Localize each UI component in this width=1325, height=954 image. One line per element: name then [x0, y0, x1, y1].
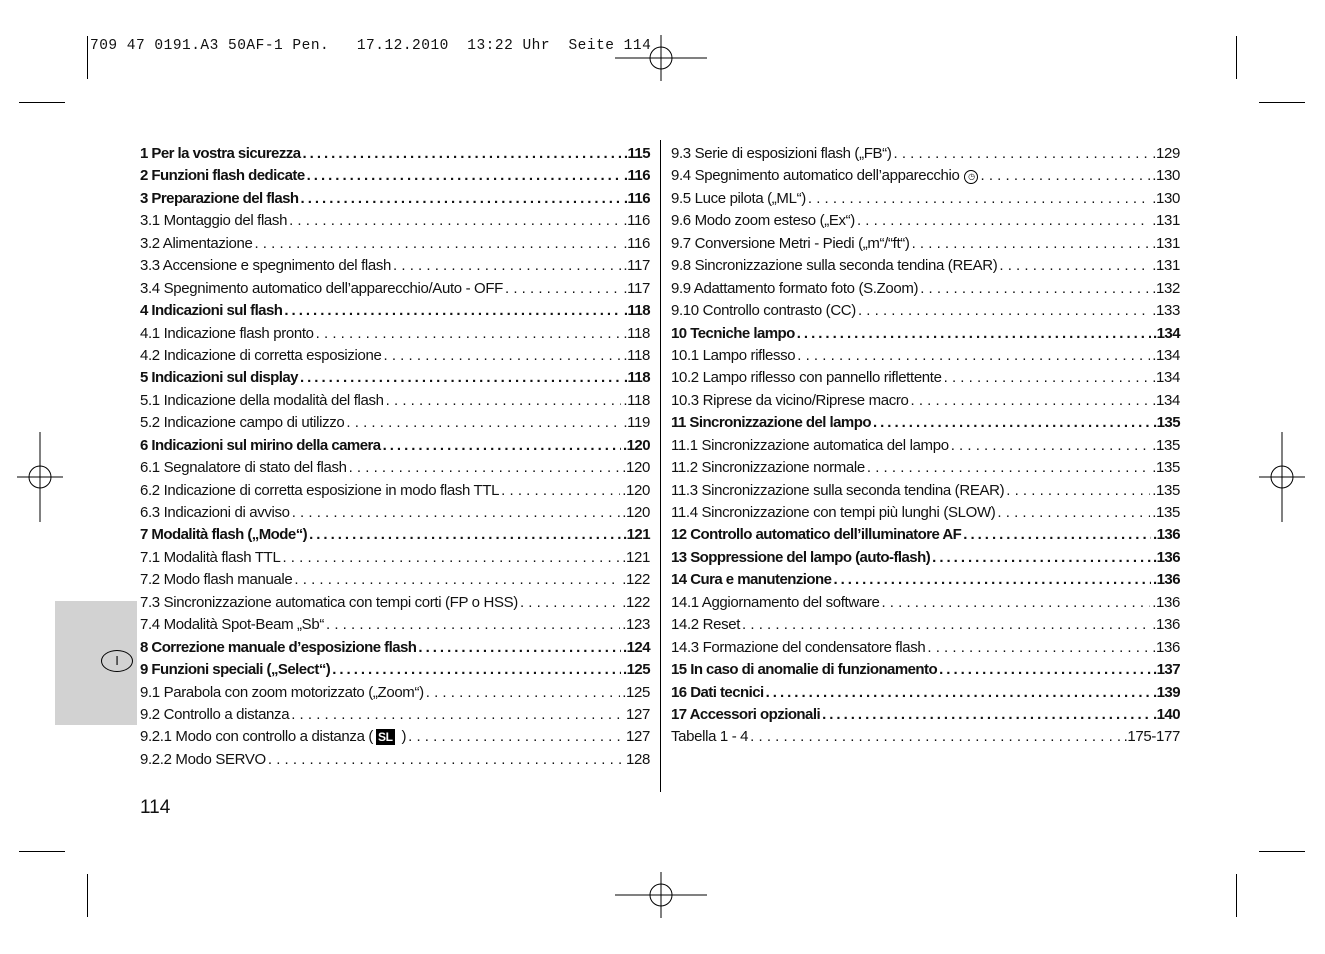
- toc-entry-page: .123: [622, 616, 650, 634]
- dot-leader: [750, 726, 1121, 748]
- dot-leader: [999, 255, 1150, 277]
- toc-entry-title-text: 9.2 Controllo a distanza: [140, 705, 290, 723]
- toc-entry-title: [140, 502, 290, 524]
- dot-leader: [944, 367, 1151, 389]
- toc-entry-page: .136: [1153, 526, 1180, 544]
- toc-entry-page: 127: [626, 728, 650, 746]
- toc-entry: [140, 547, 650, 569]
- toc-entry-title: [140, 188, 299, 210]
- crop-mark: [19, 102, 65, 103]
- toc-entry-page: .118: [623, 391, 650, 409]
- dot-leader: [881, 592, 1150, 614]
- crop-mark: [87, 36, 88, 79]
- dot-leader: [912, 233, 1151, 255]
- toc-entry-page: .135: [1152, 504, 1180, 521]
- toc-entry-title-text: 10.2 Lampo riflesso con pannello riflettente: [671, 369, 942, 387]
- toc-entry-title-text: 9.8 Sincronizzazione sulla seconda tendina (REAR): [671, 257, 998, 275]
- dot-leader: [927, 637, 1150, 659]
- toc-entry: [671, 165, 1180, 187]
- dot-leader: [289, 210, 621, 232]
- toc-entry-title: [671, 143, 891, 165]
- toc-entry: [140, 659, 650, 681]
- dot-leader: [833, 569, 1151, 591]
- toc-entry: [671, 569, 1180, 591]
- toc-entry: [140, 165, 650, 187]
- toc-entry-page: .137: [1153, 661, 1180, 679]
- toc-entry: [140, 637, 650, 659]
- toc-entry: [671, 614, 1180, 636]
- toc-entry-title: [671, 592, 879, 614]
- toc-entry: [671, 278, 1180, 300]
- toc-entry-title-text: 3.2 Alimentazione: [140, 234, 253, 252]
- toc-entry-title-text: Tabella 1 - 4: [671, 728, 749, 746]
- toc-entry: [140, 188, 650, 210]
- crop-mark: [87, 874, 88, 917]
- toc-entry-title-text: 3.1 Montaggio del flash: [140, 212, 288, 230]
- toc-entry-page: .120: [623, 436, 650, 454]
- dot-leader: [797, 345, 1150, 367]
- dot-leader: [808, 188, 1150, 210]
- dot-leader: [980, 165, 1150, 187]
- dot-leader: [1006, 480, 1150, 502]
- toc-entry-page: .120: [622, 504, 650, 521]
- toc-entry-title-text: 7.4 Modalità Spot-Beam „Sb“: [140, 616, 324, 634]
- dot-leader: [254, 233, 621, 255]
- toc-entry-title-text: 3.3 Accensione e spegnimento del flash: [140, 257, 392, 275]
- toc-entry-title: [140, 637, 416, 659]
- toc-entry-title: [671, 323, 795, 345]
- toc-entry-title: [671, 457, 865, 479]
- toc-entry: [671, 524, 1180, 546]
- toc-entry: [671, 210, 1180, 232]
- toc-entry-title: [140, 367, 298, 389]
- toc-entry-title: [140, 323, 314, 345]
- toc-entry-title-text: 9 Funzioni speciali („Select“): [140, 661, 331, 679]
- toc-entry-page: .118: [623, 369, 650, 387]
- toc-entry-title-text: 5.2 Indicazione campo di utilizzo: [140, 414, 345, 432]
- toc-entry: [140, 255, 650, 277]
- toc-entry: [671, 457, 1180, 479]
- toc-entry-title: [671, 435, 949, 457]
- toc-entry-title-text: 15 In caso di anomalie di funzionamento: [671, 661, 938, 679]
- toc-entry-title: [671, 165, 978, 187]
- toc-entry-page: .122: [622, 593, 650, 611]
- toc-entry-title-text: 16 Dati tecnici: [671, 683, 764, 701]
- dot-leader: [332, 659, 621, 681]
- auto-off-clock-icon: ◷: [964, 170, 978, 184]
- toc-entry-title-text: 14.2 Reset: [671, 616, 741, 634]
- toc-entry-title: [671, 390, 909, 412]
- toc-entry-title: [140, 547, 280, 569]
- toc-entry: [671, 480, 1180, 502]
- toc-entry: [671, 233, 1180, 255]
- toc-entry-title-text: 11 Sincronizzazione del lampo: [671, 414, 871, 432]
- dot-leader: [294, 569, 620, 591]
- toc-entry: [671, 659, 1180, 681]
- toc-entry-page: .119: [623, 414, 650, 432]
- toc-entry: [140, 300, 650, 322]
- toc-entry-title: [671, 255, 997, 277]
- dot-leader: [418, 637, 621, 659]
- toc-entry: [671, 502, 1180, 524]
- dot-leader: [384, 345, 622, 367]
- toc-entry: [671, 637, 1180, 659]
- toc-entry-title: [671, 188, 806, 210]
- toc-entry: [671, 300, 1180, 322]
- toc-entry-title-text: 7.3 Sincronizzazione automatica con tempi corti (FP o HSS): [140, 593, 518, 611]
- toc-entry-title-text: 14.1 Aggiornamento del software: [671, 593, 880, 611]
- toc-entry-page: .134: [1152, 369, 1180, 387]
- toc-entry-title-text: 1 Per la vostra sicurezza: [140, 145, 301, 162]
- toc-entry-page: .115: [623, 145, 650, 162]
- toc-entry-title: [140, 300, 282, 322]
- toc-entry-title-text: 9.2.2 Modo SERVO: [140, 750, 266, 768]
- toc-entry-title-text: 9.9 Adattamento formato foto (S.Zoom): [671, 279, 919, 297]
- toc-entry-title-text: 10.3 Riprese da vicino/Riprese macro: [671, 391, 909, 409]
- toc-entry-page: .135: [1152, 459, 1180, 477]
- toc-entry-title: [140, 345, 382, 367]
- toc-entry-page: .135: [1153, 414, 1180, 432]
- toc-entry-page: .131: [1152, 257, 1180, 275]
- toc-entry-title-text: 11.1 Sincronizzazione automatica del lampo: [671, 436, 949, 454]
- toc-entry-title: [140, 412, 344, 434]
- toc-entry-page: .120: [622, 481, 650, 499]
- toc-entry-page: .129: [1152, 145, 1180, 162]
- toc-entry-page: .130: [1152, 167, 1180, 185]
- toc-entry-title-text: 7 Modalità flash („Mode“): [140, 526, 308, 544]
- crop-mark: [19, 851, 65, 852]
- toc-entry-page: .136: [1152, 638, 1180, 656]
- toc-entry-title-text: 9.10 Controllo contrasto (CC): [671, 302, 856, 320]
- toc-entry-page: .117: [623, 257, 650, 275]
- language-tab-label: I: [101, 650, 133, 672]
- toc-entry-title-text: 17 Accessori opzionali: [671, 705, 821, 723]
- toc-entry-page: .132: [1152, 279, 1180, 297]
- toc-right-column: [671, 143, 1180, 749]
- crop-mark: [1236, 874, 1237, 917]
- dot-leader: [408, 726, 624, 748]
- dot-leader: [393, 255, 621, 277]
- dot-leader: [867, 457, 1150, 479]
- toc-entry: [140, 682, 650, 704]
- toc-entry: [671, 412, 1180, 434]
- dot-leader: [501, 480, 620, 502]
- toc-entry-title: [671, 524, 961, 546]
- registration-mark-icon: [615, 35, 707, 81]
- toc-entry: [140, 345, 650, 367]
- dot-leader: [857, 210, 1150, 232]
- registration-mark-icon: [1259, 432, 1305, 522]
- dot-leader: [346, 412, 621, 434]
- dot-leader: [939, 659, 1151, 681]
- dot-leader: [426, 682, 620, 704]
- dot-leader: [284, 300, 621, 322]
- toc-entry: [671, 704, 1180, 726]
- toc-entry-page: .134: [1152, 346, 1180, 364]
- toc-entry-title-text: 9.1 Parabola con zoom motorizzato („Zoom“): [140, 683, 424, 701]
- dot-leader: [349, 457, 621, 479]
- toc-entry-page: .140: [1153, 705, 1180, 723]
- toc-entry-title-text: 8 Correzione manuale d’esposizione flash: [140, 638, 417, 656]
- dot-leader: [797, 323, 1151, 345]
- toc-entry: [140, 524, 650, 546]
- toc-entry-page: .125: [622, 683, 650, 701]
- toc-entry-page: .116: [623, 189, 650, 207]
- toc-entry-title-text: 10.1 Lampo riflesso: [671, 346, 796, 364]
- toc-entry-title-text: 7.2 Modo flash manuale: [140, 571, 293, 589]
- toc-entry: [671, 323, 1180, 345]
- toc-entry-title-suffix: ): [397, 728, 407, 746]
- toc-entry-title-text: 5.1 Indicazione della modalità del flash: [140, 391, 384, 409]
- toc-entry-title: [671, 502, 995, 524]
- toc-entry-title: [140, 480, 499, 502]
- dot-leader: [951, 435, 1151, 457]
- toc-entry-page: 128: [626, 750, 650, 768]
- dot-leader: [326, 614, 620, 636]
- toc-entry-title: [140, 457, 347, 479]
- toc-entry: [140, 704, 650, 726]
- toc-entry-page: .131: [1152, 234, 1180, 252]
- toc-entry-title: [140, 614, 324, 636]
- toc-entry-title: [140, 726, 406, 748]
- toc-entry-page: .116: [623, 212, 650, 230]
- toc-entry-title-text: 9.5 Luce pilota („ML“): [671, 189, 806, 207]
- crop-mark: [1259, 102, 1305, 103]
- toc-entry-title: [140, 749, 266, 771]
- toc-entry-title: [671, 637, 925, 659]
- column-divider: [660, 140, 661, 792]
- dot-leader: [282, 547, 620, 569]
- dot-leader: [893, 143, 1150, 165]
- toc-entry-title-text: 14.3 Formazione del condensatore flash: [671, 638, 926, 656]
- toc-entry-title-text: 11.4 Sincronizzazione con tempi più lunghi (SLOW): [671, 504, 996, 521]
- toc-entry-page: .135: [1152, 481, 1180, 499]
- toc-entry-title: [671, 682, 764, 704]
- toc-entry-page: .116: [623, 167, 650, 185]
- toc-entry-title: [140, 592, 518, 614]
- toc-entry-title-text: 11.2 Sincronizzazione normale: [671, 459, 865, 477]
- toc-entry: [140, 210, 650, 232]
- toc-entry-page: .131: [1152, 212, 1180, 230]
- toc-entry-title: [671, 659, 937, 681]
- toc-entry-page: .124: [623, 638, 650, 656]
- toc-entry-title: [140, 143, 301, 165]
- dot-leader: [766, 682, 1151, 704]
- toc-entry: [140, 412, 650, 434]
- toc-entry-page: .117: [623, 279, 650, 297]
- toc-entry-title-text: 9.4 Spegnimento automatico dell’apparecchio: [671, 167, 960, 185]
- toc-entry-page: .121: [622, 548, 650, 566]
- toc-entry: [140, 569, 650, 591]
- toc-entry-title: [140, 435, 381, 457]
- toc-entry-title: [671, 367, 942, 389]
- sl-badge-icon: SL: [378, 730, 393, 745]
- dot-leader: [383, 435, 621, 457]
- dot-leader: [963, 524, 1151, 546]
- toc-entry: [140, 457, 650, 479]
- toc-entry-title-text: 10 Tecniche lampo: [671, 324, 795, 342]
- print-header: 709 47 0191.A3 50AF-1 Pen. 17.12.2010 13:22 Uhr Seite 114: [90, 38, 652, 54]
- toc-entry-title: [140, 255, 391, 277]
- toc-entry-page: .120: [622, 459, 650, 477]
- toc-entry-title-text: 2 Funzioni flash dedicate: [140, 167, 305, 185]
- toc-entry-page: .133: [1152, 302, 1180, 320]
- toc-entry-page: .125: [623, 661, 650, 679]
- toc-entry-page: .136: [1152, 616, 1180, 634]
- dot-leader: [309, 524, 621, 546]
- toc-entry-title: [671, 614, 740, 636]
- toc-entry: [140, 749, 650, 771]
- toc-entry-page: .118: [623, 346, 650, 364]
- toc-entry: [140, 614, 650, 636]
- toc-entry: [140, 278, 650, 300]
- toc-entry: [140, 367, 650, 389]
- toc-entry-page: .175-177: [1123, 728, 1180, 746]
- toc-entry-title-text: 4.2 Indicazione di corretta esposizione: [140, 346, 382, 364]
- dot-leader: [520, 592, 620, 614]
- toc-entry-title: [671, 210, 855, 232]
- toc-entry-title: [140, 524, 307, 546]
- toc-entry-page: .134: [1153, 324, 1180, 342]
- toc-entry-title: [140, 233, 252, 255]
- dot-leader: [303, 143, 622, 165]
- toc-entry: [671, 143, 1180, 165]
- toc-entry-page: 127: [626, 705, 650, 723]
- toc-entry-page: .122: [622, 571, 650, 589]
- toc-entry-title: [140, 659, 330, 681]
- toc-left-column: [140, 143, 650, 771]
- toc-entry-title: [140, 390, 384, 412]
- dot-leader: [822, 704, 1151, 726]
- toc-entry-title: [671, 300, 856, 322]
- dot-leader: [316, 323, 622, 345]
- toc-entry-title: [671, 704, 820, 726]
- toc-entry-title-text: 3.4 Spegnimento automatico dell’apparecchio/Auto - OFF: [140, 279, 503, 297]
- toc-entry: [140, 435, 650, 457]
- toc-entry-title: [671, 480, 1004, 502]
- toc-entry-page: .135: [1152, 436, 1180, 454]
- toc-entry-title-text: 9.3 Serie di esposizioni flash („FB“): [671, 145, 892, 162]
- toc-entry: [671, 390, 1180, 412]
- toc-entry: [671, 435, 1180, 457]
- toc-entry: [140, 143, 650, 165]
- page-number: 114: [140, 797, 171, 818]
- toc-entry: [140, 480, 650, 502]
- toc-entry: [140, 502, 650, 524]
- toc-entry-page: .136: [1153, 548, 1180, 566]
- dot-leader: [505, 278, 621, 300]
- toc-entry-title-text: 5 Indicazioni sul display: [140, 369, 298, 387]
- dot-leader: [932, 547, 1151, 569]
- toc-entry-title-text: 14 Cura e manutenzione: [671, 571, 832, 589]
- toc-entry-title: [671, 726, 748, 748]
- toc-entry-page: .136: [1153, 571, 1180, 589]
- toc-entry-page: .116: [623, 234, 650, 252]
- toc-entry: [671, 726, 1180, 748]
- toc-entry-title: [671, 412, 871, 434]
- toc-entry-page: .139: [1153, 683, 1180, 701]
- toc-entry-title: [140, 569, 292, 591]
- toc-entry-title: [140, 165, 305, 187]
- toc-entry-title: [671, 345, 795, 367]
- toc-entry-title: [671, 547, 930, 569]
- toc-entry-title-text: 9.6 Modo zoom esteso („Ex“): [671, 212, 855, 230]
- toc-entry-page: .130: [1152, 189, 1180, 207]
- toc-entry-title-text: 6.1 Segnalatore di stato del flash: [140, 459, 347, 477]
- crop-mark: [1259, 851, 1305, 852]
- toc-entry-title: [671, 233, 910, 255]
- dot-leader: [292, 502, 621, 524]
- toc-entry: [671, 188, 1180, 210]
- toc-entry-title-text: 6.2 Indicazione di corretta esposizione in modo flash TTL: [140, 481, 500, 499]
- dot-leader: [873, 412, 1151, 434]
- toc-entry: [671, 345, 1180, 367]
- toc-entry-title-text: 9.2.1 Modo con controllo a distanza (: [140, 728, 374, 746]
- toc-entry-title-text: 12 Controllo automatico dell’illuminatore AF: [671, 526, 962, 544]
- toc-entry-title: [140, 682, 424, 704]
- registration-mark-icon: [615, 872, 707, 918]
- dot-leader: [300, 367, 622, 389]
- toc-entry-title-text: 11.3 Sincronizzazione sulla seconda tendina (REAR): [671, 481, 1005, 499]
- toc-entry: [140, 233, 650, 255]
- toc-entry-title-text: 13 Soppressione del lampo (auto-flash): [671, 548, 931, 566]
- toc-entry: [140, 323, 650, 345]
- dot-leader: [911, 390, 1151, 412]
- toc-entry-title: [140, 704, 289, 726]
- dot-leader: [920, 278, 1150, 300]
- registration-mark-icon: [17, 432, 63, 522]
- dot-leader: [386, 390, 622, 412]
- toc-entry-title: [140, 278, 503, 300]
- toc-entry-title: [671, 278, 918, 300]
- toc-entry: [671, 547, 1180, 569]
- toc-entry: [671, 367, 1180, 389]
- crop-mark: [1236, 36, 1237, 79]
- toc-entry: [671, 682, 1180, 704]
- toc-entry-title-text: 6.3 Indicazioni di avviso: [140, 504, 290, 521]
- toc-entry-page: .134: [1152, 391, 1180, 409]
- dot-leader: [997, 502, 1150, 524]
- dot-leader: [307, 165, 622, 187]
- toc-entry: [671, 255, 1180, 277]
- toc-entry-title: [671, 569, 831, 591]
- toc-entry-title-text: 9.7 Conversione Metri - Piedi („m“/“ft“): [671, 234, 910, 252]
- toc-entry: [140, 726, 650, 748]
- toc-entry: [671, 592, 1180, 614]
- toc-entry-page: .121: [623, 526, 650, 544]
- toc-entry-title-text: 7.1 Modalità flash TTL: [140, 548, 281, 566]
- toc-entry-title: [140, 210, 287, 232]
- dot-leader: [858, 300, 1150, 322]
- toc-entry-title-text: 4.1 Indicazione flash pronto: [140, 324, 314, 342]
- dot-leader: [742, 614, 1150, 636]
- toc-entry-page: .136: [1152, 593, 1180, 611]
- toc-entry-title-text: 3 Preparazione del flash: [140, 189, 299, 207]
- toc-entry-page: .118: [623, 302, 650, 320]
- toc-entry-title-text: 6 Indicazioni sul mirino della camera: [140, 436, 381, 454]
- toc-entry: [140, 390, 650, 412]
- dot-leader: [291, 704, 624, 726]
- dot-leader: [268, 749, 624, 771]
- toc-entry-page: .118: [623, 324, 650, 342]
- toc-entry: [140, 592, 650, 614]
- toc-entry-title-text: 4 Indicazioni sul flash: [140, 302, 283, 320]
- dot-leader: [301, 188, 622, 210]
